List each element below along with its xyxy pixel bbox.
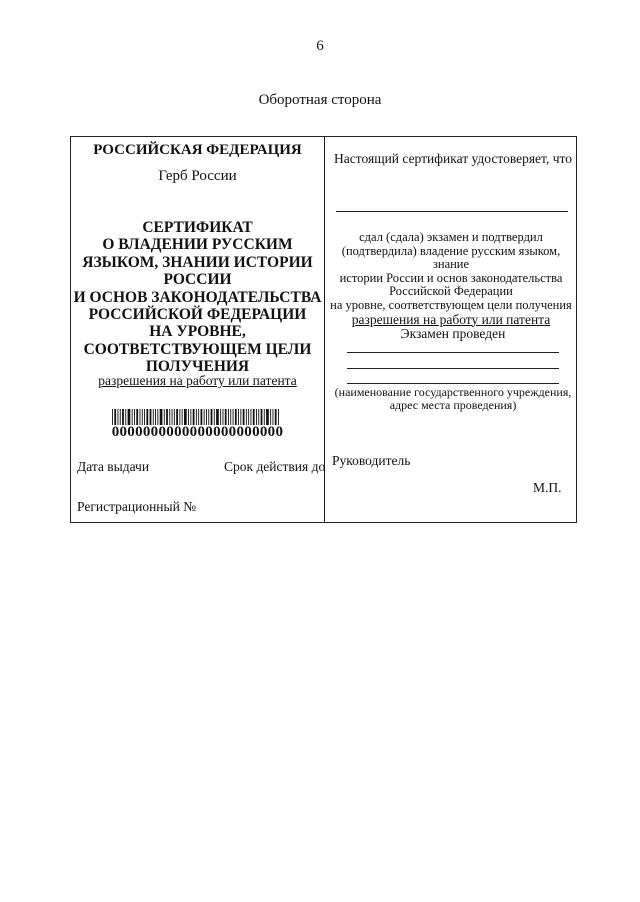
barcode-bar <box>273 409 274 425</box>
barcode-bar <box>146 409 148 425</box>
barcode-bar <box>140 409 141 425</box>
certificate-purpose-text: разрешения на работу или патента <box>98 373 297 388</box>
side-title: Оборотная сторона <box>258 92 382 108</box>
barcode-bar <box>155 409 156 425</box>
barcode-bar <box>136 409 138 425</box>
certificate-title-line: РОССИЙСКОЙ ФЕДЕРАЦИИ <box>88 306 307 324</box>
barcode-bar <box>150 409 152 425</box>
exam-passed-line: Российской Федерации <box>389 284 513 299</box>
barcode-bar <box>201 409 203 425</box>
page-number: 6 <box>316 38 324 54</box>
institution-fill-line <box>347 352 559 353</box>
barcode-bar <box>228 409 229 425</box>
barcode-bar <box>198 409 199 425</box>
barcode-bar <box>223 409 224 425</box>
barcode-bar <box>172 409 173 425</box>
barcode-bar <box>211 409 213 425</box>
barcode-bar <box>214 409 215 425</box>
barcode-bar <box>179 409 180 425</box>
barcode-bar <box>196 409 197 425</box>
exam-passed-line: на уровне, соответствующем цели получения <box>330 297 572 312</box>
barcode-digits: 0000000000000000000000 <box>111 424 284 440</box>
institution-note-line: (наименование государственного учреждения, <box>334 385 572 399</box>
barcode-bar <box>230 409 231 425</box>
barcode-bar <box>174 409 175 425</box>
barcode-bar <box>238 409 239 425</box>
barcode-bar <box>204 409 205 425</box>
name-fill-line <box>336 211 568 212</box>
barcode-bar <box>160 409 163 425</box>
certificate-title-line: РОССИИ <box>163 271 232 289</box>
barcode-bar <box>248 409 249 425</box>
barcode-bar <box>182 409 183 425</box>
federation-heading: РОССИЙСКАЯ ФЕДЕРАЦИЯ <box>93 142 302 158</box>
exam-passed-purpose: разрешения на работу или патента <box>351 311 551 327</box>
certificate-title <box>71 219 324 376</box>
certificate-title-line: ПОЛУЧЕНИЯ <box>145 358 250 376</box>
barcode-bar <box>253 409 255 425</box>
barcode-bar <box>169 409 170 425</box>
certificate-title-line: О ВЛАДЕНИИ РУССКИМ <box>102 236 293 254</box>
exam-passed-line: истории России и основ законодательства <box>339 270 563 285</box>
barcode-bar <box>112 409 113 425</box>
barcode-image <box>112 409 282 425</box>
seal-placeholder: М.П. <box>533 480 562 495</box>
barcode-bar <box>120 409 121 425</box>
certificate-title-line: И ОСНОВ ЗАКОНОДАТЕЛЬСТВА <box>73 288 322 306</box>
barcode-bar <box>128 409 131 425</box>
certificate-title-line: ЯЗЫКОМ, ЗНАНИИ ИСТОРИИ <box>82 253 313 271</box>
barcode-bar <box>134 409 135 425</box>
barcode-bar <box>132 409 133 425</box>
certificate-frame <box>70 136 577 523</box>
barcode-bar <box>193 409 195 425</box>
barcode-bar <box>243 409 245 425</box>
barcode-bar <box>225 409 227 425</box>
barcode-bar <box>208 409 209 425</box>
barcode-bar <box>270 409 271 425</box>
barcode-bar <box>142 409 143 425</box>
institution-note-line: адрес места проведения) <box>389 398 517 412</box>
certificate-purpose <box>71 373 324 389</box>
barcode-bar <box>114 409 116 425</box>
exam-passed-line: сдал (сдала) экзамен и подтвердил <box>359 230 543 244</box>
barcode-bar <box>144 409 145 425</box>
barcode-bar <box>261 409 263 425</box>
barcode-bar <box>235 409 237 425</box>
certificate-title-line: НА УРОВНЕ, <box>149 323 246 341</box>
barcode-bar <box>188 409 189 425</box>
barcode-bar <box>166 409 168 425</box>
certificate-title-line: СООТВЕТСТВУЮЩЕМ ЦЕЛИ <box>83 340 312 358</box>
barcode-bar <box>233 409 234 425</box>
barcode-bar <box>118 409 119 425</box>
barcode-bar <box>157 409 158 425</box>
barcode-bar <box>278 409 279 425</box>
barcode-bar <box>176 409 178 425</box>
registration-number-label: Регистрационный № <box>77 499 197 514</box>
barcode-bar <box>266 409 269 425</box>
valid-until-label: Срок действия до <box>224 459 326 474</box>
barcode-bar <box>264 409 265 425</box>
barcode-bar <box>246 409 247 425</box>
barcode-bar <box>125 409 126 425</box>
institution-note <box>333 386 573 412</box>
barcode-bar <box>258 409 259 425</box>
barcode-bar <box>190 409 191 425</box>
certifies-text: Настоящий сертификат удостоверяет, что <box>334 151 572 166</box>
emblem-placeholder: Герб России <box>158 168 237 184</box>
institution-fill-line <box>347 383 559 384</box>
barcode-bar <box>251 409 252 425</box>
head-signature-label: Руководитель <box>332 453 411 468</box>
barcode-bar <box>184 409 187 425</box>
institution-fill-line <box>347 368 559 369</box>
issue-date-label: Дата выдачи <box>77 459 150 474</box>
barcode-bar <box>256 409 257 425</box>
barcode-bar <box>153 409 154 425</box>
barcode-bar <box>206 409 207 425</box>
exam-held-label: Экзамен проведен <box>400 326 506 341</box>
certificate-title-line: СЕРТИФИКАТ <box>142 219 253 236</box>
barcode-bar <box>122 409 124 425</box>
exam-passed-text <box>326 231 576 326</box>
barcode-bar <box>240 409 241 425</box>
barcode-bar <box>275 409 277 425</box>
barcode-bar <box>164 409 165 425</box>
exam-passed-line: (подтвердила) владение русским языком, знание <box>341 243 561 272</box>
barcode-bar <box>220 409 221 425</box>
barcode-bar <box>216 409 219 425</box>
